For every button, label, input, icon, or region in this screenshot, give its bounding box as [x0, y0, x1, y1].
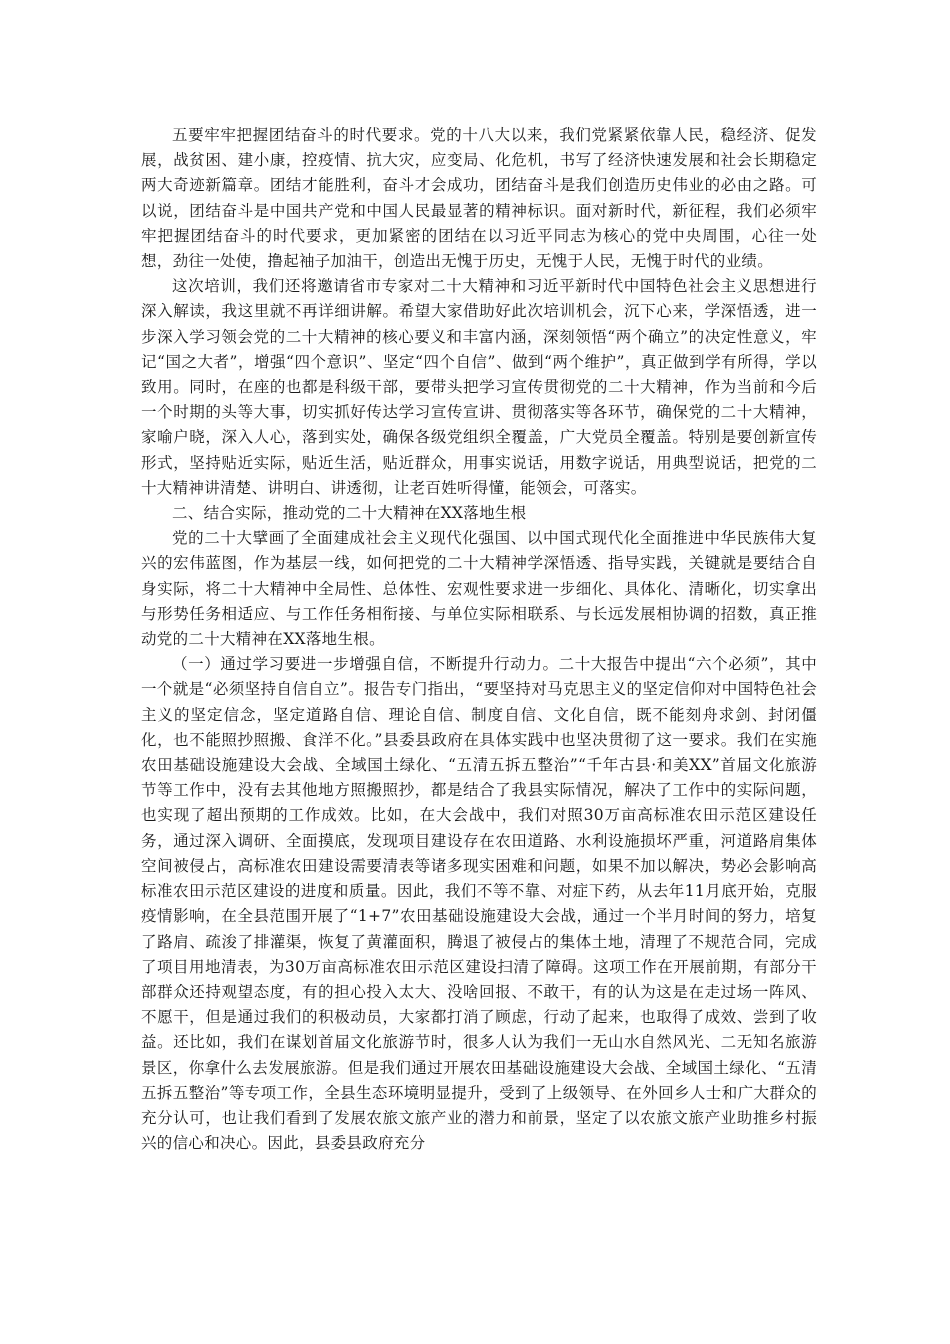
document-page [141, 123, 817, 1156]
paragraph-confidence: （一）通过学习要进一步增强自信，不断提升行动力。二十大报告中提出“六个必须”，其中一个就是“必须坚持自信自立”。报告专门指出，“要坚持对马克思主义的坚定信仰对中国特色社会主义的坚定信念，坚定道路自信、理论自信、制度自信、文化自信，既不能刻舟求剑、封闭僵化，也不能照抄照搬、食洋不化。”县委县政府在具体实践中也坚决贯彻了这一要求。我们在实施农田基础设施建设大会战、全域国土绿化、“五清五拆五整治”“千年古县·和美XX”首届文化旅游节等工作中，没有去其他地方照搬照抄，都是结合了我县实际情况，解决了工作中的实际问题，也实现了超出预期的工作成效。比如，在大会战中，我们对照30万亩高标准农田示范区建设任务，通过深入调研、全面摸底，发现项目建设存在农田道路、水利设施损坏严重，河道路肩集体空间被侵占，高标准农田建设需要清表等诸多现实困难和问题，如果不加以解决，势必会影响高标准农田示范区建设的进度和质量。因此，我们不等不靠、对症下药，从去年11月底开始，克服疫情影响，在全县范围开展了“1+7”农田基础设施建设大会战，通过一个半月时间的努力，培复了路肩、疏浚了排灌渠，恢复了黄灌面积，腾退了被侵占的集体土地，清理了不规范合同，完成了项目用地清表，为30万亩高标准农田示范区建设扫清了障碍。这项工作在开展前期，有部分干部群众还持观望态度，有的担心投入太大、没啥回报、不敢干，有的认为这是在走过场一阵风、不愿干，但是通过我们的积极动员，大家都打消了顾虑，行动了起来，也取得了成效、尝到了收益。还比如，我们在谋划首届文化旅游节时，很多人认为我们一无山水自然风光、二无知名旅游景区，你拿什么去发展旅游。但是我们通过开展农田基础设施建设大会战、全域国土绿化、“五清五拆五整治”等专项工作，全县生态环境明显提升，受到了上级领导、在外回乡人士和广大群众的充分认可，也让我们看到了发展农旅文旅产业的潜力和前景，坚定了以农旅文旅产业助推乡村振兴的信心和决心。因此，县委县政府充分 [141, 655, 817, 1153]
paragraph-blueprint: 党的二十大擘画了全面建成社会主义现代化强国、以中国式现代化全面推进中华民族伟大复兴的宏伟蓝图，作为基层一线，如何把党的二十大精神学深悟透、指导实践，关键就是要结合自身实际，将二十大精神中全局性、总体性、宏观性要求进一步细化、具体化、清晰化，切实拿出与形势任务相适应、与工作任务相衔接、与单位实际相联系、与长远发展相协调的招数，真正推动党的二十大精神在XX落地生根。 [141, 529, 817, 649]
paragraph-unity-struggle: 五要牢牢把握团结奋斗的时代要求。党的十八大以来，我们党紧紧依靠人民，稳经济、促发展，战贫困、建小康，控疫情、抗大灾，应变局、化危机，书写了经济快速发展和社会长期稳定两大奇迹新篇章。团结才能胜利，奋斗才会成功，团结奋斗是我们创造历史伟业的必由之路。可以说，团结奋斗是中国共产党和中国人民最显著的精神标识。面对新时代，新征程，我们必须牢牢把握团结奋斗的时代要求，更加紧密的团结在以习近平同志为核心的党中央周围，心往一处想，劲往一处使，撸起袖子加油干，创造出无愧于历史，无愧于人民，无愧于时代的业绩。 [141, 126, 817, 271]
paragraph-training: 这次培训，我们还将邀请省市专家对二十大精神和习近平新时代中国特色社会主义思想进行深入解读，我这里就不再详细讲解。希望大家借助好此次培训机会，沉下心来，学深悟透，进一步深入学习领会党的二十大精神的核心要义和丰富内涵，深刻领悟“两个确立”的决定性意义，牢记“国之大者”，增强“四个意识”、坚定“四个自信”、做到“两个维护”，真正做到学有所得，学以致用。同时，在座的也都是科级干部，要带头把学习宣传贯彻党的二十大精神，作为当前和今后一个时期的头等大事，切实抓好传达学习宣传宣讲、贯彻落实等各环节，确保党的二十大精神，家喻户晓，深入人心，落到实处，确保各级党组织全覆盖，广大党员全覆盖。特别是要创新宣传形式，坚持贴近实际，贴近生活，贴近群众，用事实说话，用数字说话，用典型说话，把党的二十大精神讲清楚、讲明白、讲透彻，让老百姓听得懂，能领会，可落实。 [141, 277, 817, 497]
section-heading: 二、结合实际，推动党的二十大精神在XX落地生根 [172, 504, 527, 523]
